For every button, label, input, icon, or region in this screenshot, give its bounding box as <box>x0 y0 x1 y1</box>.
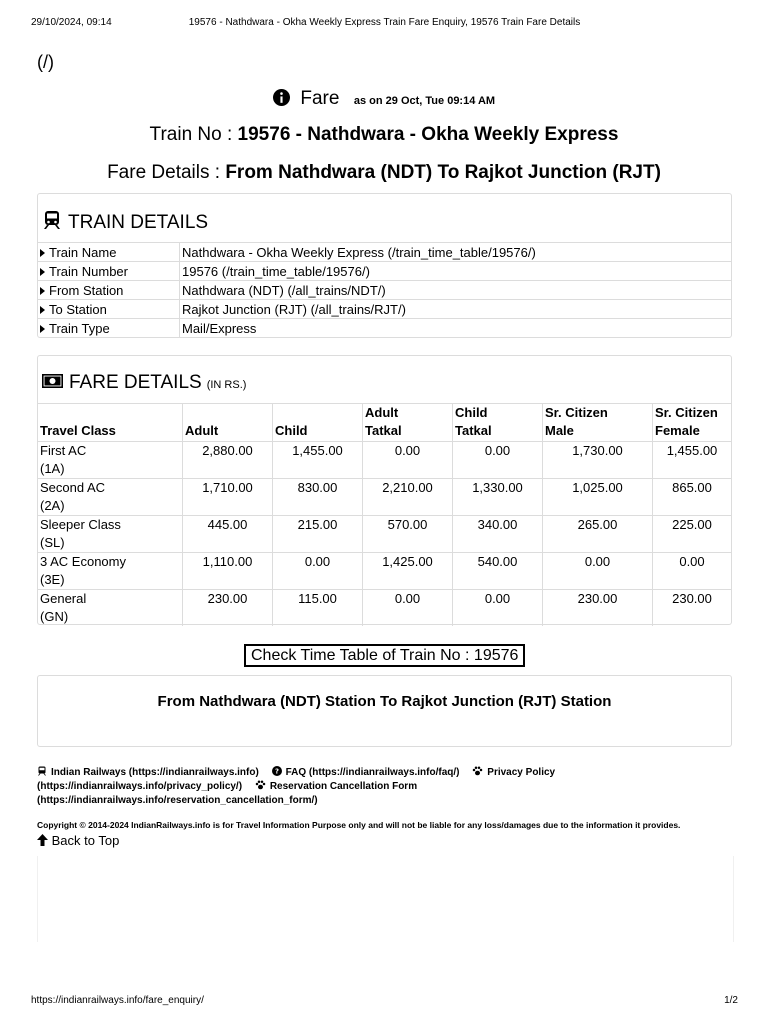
train-detail-key-label: To Station <box>49 301 107 317</box>
train-detail-key <box>38 319 180 338</box>
fare-value-cell: 0.00 <box>543 553 653 590</box>
fare-column-header <box>453 404 543 442</box>
fare-unit: (IN RS.) <box>206 379 247 391</box>
fare-table <box>38 403 731 626</box>
fare-value-cell: 0.00 <box>653 553 732 590</box>
train-detail-key-label: Train Type <box>49 320 110 336</box>
back-to-top-link[interactable] <box>37 833 119 848</box>
fare-value-cell: 230.00 <box>543 590 653 627</box>
train-detail-key-label: Train Number <box>49 263 128 279</box>
question-circle-icon <box>272 767 286 778</box>
fare-word: Fare <box>300 88 340 109</box>
caret-right-icon <box>40 287 45 295</box>
fare-row <box>38 590 731 627</box>
fare-value-cell: 1,455.00 <box>273 442 363 479</box>
fare-value-cell: 830.00 <box>273 479 363 516</box>
fare-details-card <box>37 355 732 625</box>
back-to-top-label: Back to Top <box>51 833 120 848</box>
fare-value-cell: 230.00 <box>653 590 732 627</box>
fare-column-header-line: Travel Class <box>40 423 116 438</box>
train-detail-row <box>38 319 731 338</box>
fare-value-cell: 0.00 <box>453 590 543 627</box>
fare-column-header-line: Adult <box>365 405 399 420</box>
train-detail-value[interactable]: Rajkot Junction (RJT) (/all_trains/RJT/) <box>180 300 732 319</box>
fare-value-cell: 0.00 <box>453 442 543 479</box>
fare-column-header-line: Sr. Citizen <box>655 405 718 420</box>
info-circle-icon <box>273 89 290 111</box>
fare-value-cell: 1,110.00 <box>183 553 273 590</box>
fare-value-cell: 230.00 <box>183 590 273 627</box>
fare-column-header <box>273 404 363 442</box>
train-details-card <box>37 193 732 338</box>
svg-text:?: ? <box>274 767 279 776</box>
train-icon <box>42 210 68 236</box>
footer-links <box>37 766 657 808</box>
fare-value-cell: 1,730.00 <box>543 442 653 479</box>
fare-heading <box>0 88 768 111</box>
fare-column-header <box>653 404 732 442</box>
fare-header-row <box>38 404 731 442</box>
train-details-label: TRAIN DETAILS <box>68 212 209 233</box>
print-title: 19576 - Nathdwara - Okha Weekly Express Train Fare Enquiry, 19576 Train Fare Details <box>188 17 581 28</box>
train-detail-row <box>38 281 731 300</box>
fare-as-of: as on 29 Oct, Tue 09:14 AM <box>353 95 496 107</box>
fare-column-header <box>363 404 453 442</box>
print-url: https://indianrailways.info/fare_enquiry/ <box>31 995 204 1006</box>
fare-class-cell <box>38 516 183 553</box>
fare-class-line: (3E) <box>40 572 65 587</box>
fare-column-header <box>543 404 653 442</box>
fare-route-prefix: Fare Details : <box>107 162 226 183</box>
fare-row <box>38 479 731 516</box>
train-number-value: 19576 - Nathdwara - Okha Weekly Express <box>237 124 619 145</box>
fare-class-line: 3 AC Economy <box>40 554 126 569</box>
fare-value-cell: 865.00 <box>653 479 732 516</box>
footer-link-label: Privacy Policy (https://indianrailways.info/privacy_policy/) <box>37 767 556 792</box>
print-date: 29/10/2024, 09:14 <box>31 17 112 28</box>
fare-column-header <box>183 404 273 442</box>
fare-value-cell: 115.00 <box>273 590 363 627</box>
fare-column-header-line: Female <box>655 423 700 438</box>
fare-column-header-line: Adult <box>185 423 219 438</box>
fare-value-cell: 0.00 <box>273 553 363 590</box>
fare-class-line: Second AC <box>40 480 106 495</box>
train-detail-value: Mail/Express <box>180 319 732 338</box>
train-detail-key <box>38 300 180 319</box>
fare-class-cell <box>38 590 183 627</box>
fare-column-header-line: Tatkal <box>365 423 402 438</box>
train-detail-row <box>38 300 731 319</box>
fare-value-cell: 570.00 <box>363 516 453 553</box>
fare-value-cell: 2,210.00 <box>363 479 453 516</box>
route-card-text: From Nathdwara (NDT) Station To Rajkot Junction (RJT) Station <box>157 693 612 710</box>
fare-value-cell: 540.00 <box>453 553 543 590</box>
fare-value-cell: 225.00 <box>653 516 732 553</box>
fare-class-line: First AC <box>40 443 87 458</box>
train-detail-key-label: From Station <box>49 282 124 298</box>
train-detail-key-label: Train Name <box>49 244 117 260</box>
fare-row <box>38 442 731 479</box>
check-timetable-button[interactable]: Check Time Table of Train No : 19576 <box>244 644 525 667</box>
fare-class-cell <box>38 553 183 590</box>
caret-right-icon <box>40 249 45 257</box>
train-detail-row <box>38 243 731 262</box>
train-icon <box>37 767 51 778</box>
fare-class-line: (GN) <box>40 609 69 624</box>
caret-right-icon <box>40 306 45 314</box>
fare-class-cell <box>38 442 183 479</box>
fare-value-cell: 1,710.00 <box>183 479 273 516</box>
fare-value-cell: 445.00 <box>183 516 273 553</box>
fare-class-line: Sleeper Class <box>40 517 121 532</box>
fare-value-cell: 1,025.00 <box>543 479 653 516</box>
paw-icon <box>255 781 270 792</box>
fare-class-line: (1A) <box>40 461 65 476</box>
fare-value-cell: 265.00 <box>543 516 653 553</box>
fare-value-cell: 0.00 <box>363 442 453 479</box>
fare-class-cell <box>38 479 183 516</box>
caret-right-icon <box>40 325 45 333</box>
fare-row <box>38 553 731 590</box>
footer-link-label: Indian Railways (https://indianrailways.info) <box>51 767 259 778</box>
footer-link[interactable] <box>272 767 460 778</box>
train-detail-row <box>38 262 731 281</box>
fare-details-title <box>42 372 246 394</box>
train-detail-value[interactable]: Nathdwara (NDT) (/all_trains/NDT/) <box>180 281 732 300</box>
copyright-text: Copyright © 2014-2024 IndianRailways.info is for Travel Information Purpose only and will not be liable for any loss/damages due to the information it provides. <box>37 820 681 830</box>
fare-value-cell: 340.00 <box>453 516 543 553</box>
fare-column-header-line: Child <box>455 405 488 420</box>
caret-right-icon <box>40 268 45 276</box>
money-icon <box>42 372 69 394</box>
fare-details-label: FARE DETAILS <box>69 372 202 393</box>
train-detail-value[interactable]: 19576 (/train_time_table/19576/) <box>180 262 732 281</box>
train-detail-value[interactable]: Nathdwara - Okha Weekly Express (/train_time_table/19576/) <box>180 243 732 262</box>
arrow-up-icon <box>37 833 52 848</box>
blank-area <box>37 856 734 942</box>
fare-column-header-line: Sr. Citizen <box>545 405 608 420</box>
fare-value-cell: 0.00 <box>363 590 453 627</box>
train-number-heading <box>0 124 768 146</box>
fare-value-cell: 215.00 <box>273 516 363 553</box>
fare-column-header-line: Tatkal <box>455 423 492 438</box>
train-detail-key <box>38 243 180 262</box>
train-detail-key <box>38 262 180 281</box>
route-card <box>37 675 732 747</box>
fare-class-line: (SL) <box>40 535 65 550</box>
fare-class-line: (2A) <box>40 498 65 513</box>
fare-column-header-line: Male <box>545 423 574 438</box>
train-details-table <box>38 242 731 337</box>
fare-column-header <box>38 404 183 442</box>
train-detail-key <box>38 281 180 300</box>
fare-route-value: From Nathdwara (NDT) To Rajkot Junction (RJT) <box>225 162 661 183</box>
train-number-prefix: Train No : <box>149 124 238 145</box>
footer-link[interactable] <box>37 767 259 778</box>
print-page-number: 1/2 <box>724 995 738 1006</box>
fare-value-cell: 1,455.00 <box>653 442 732 479</box>
train-details-title <box>42 210 208 236</box>
fare-value-cell: 1,330.00 <box>453 479 543 516</box>
fare-route-heading <box>0 162 768 184</box>
fare-column-header-line: Child <box>275 423 308 438</box>
fare-class-line: General <box>40 591 87 606</box>
fare-row <box>38 516 731 553</box>
footer-link-label: Reservation Cancellation Form (https://indianrailways.info/reservation_cancellation_form/) <box>37 781 418 806</box>
fare-value-cell: 2,880.00 <box>183 442 273 479</box>
fare-value-cell: 1,425.00 <box>363 553 453 590</box>
paw-icon <box>472 767 487 778</box>
home-link[interactable]: (/) <box>37 52 54 72</box>
footer-link-label: FAQ (https://indianrailways.info/faq/) <box>285 767 460 778</box>
